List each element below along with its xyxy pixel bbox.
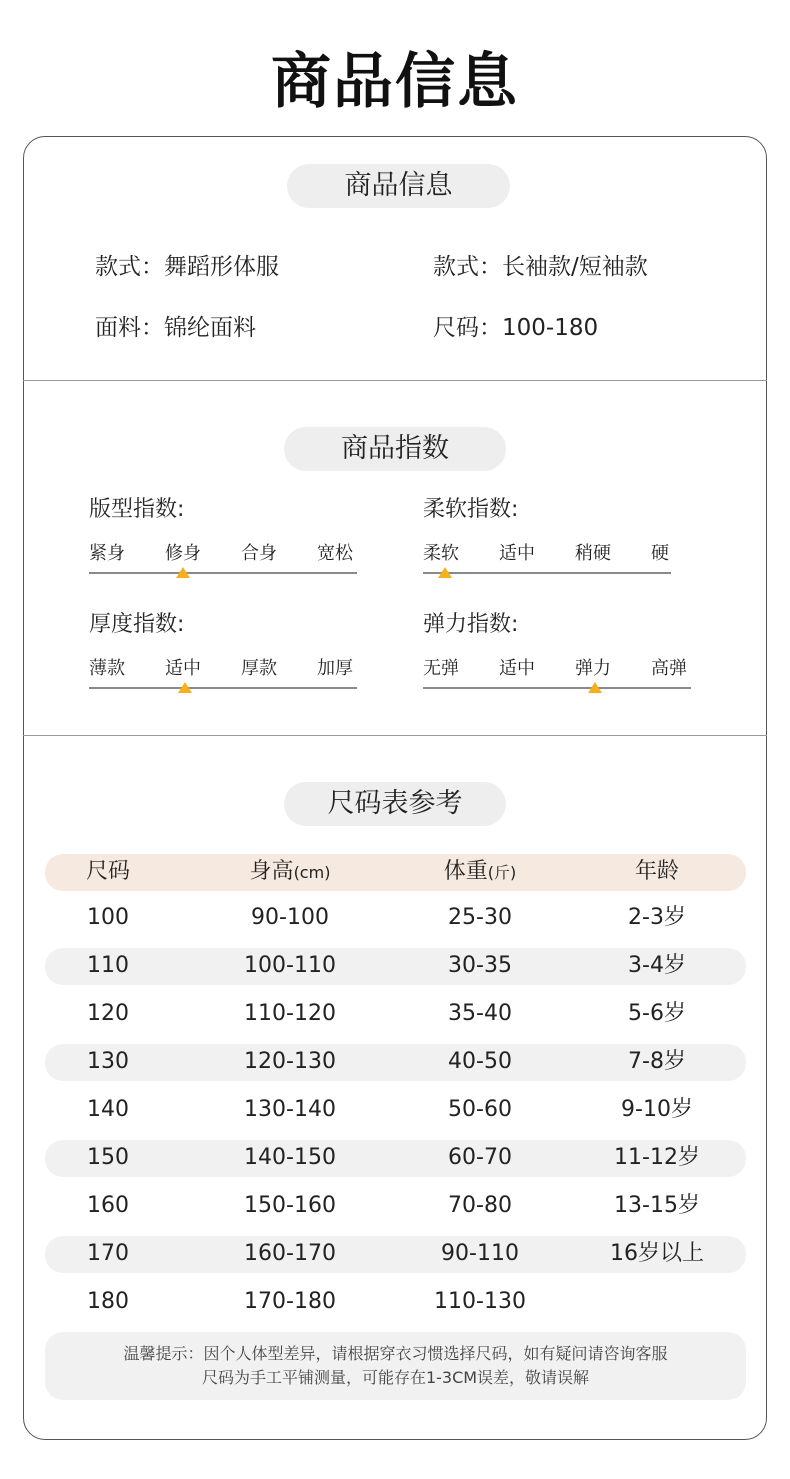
size-header-size: 尺码 — [85, 859, 130, 884]
section-divider — [23, 380, 767, 381]
size-header-age: 年龄 — [634, 859, 679, 884]
fit-option: 紧身 — [89, 543, 125, 564]
info-item-value: 锦纶面料 — [164, 315, 256, 341]
softness-option: 硬 — [651, 543, 669, 564]
softness-option: 适中 — [499, 543, 535, 564]
info-item-value: 长袖款/短袖款 — [502, 254, 648, 280]
fit-index-line — [89, 572, 357, 574]
info-item-size — [433, 313, 598, 343]
table-cell: 160-170 — [244, 1241, 336, 1266]
info-item-style — [95, 252, 279, 282]
table-cell: 160 — [87, 1193, 129, 1218]
thickness-index-title: 厚度指数: — [89, 612, 185, 637]
table-cell: 5-6岁 — [628, 1001, 686, 1026]
info-item-fabric — [95, 313, 256, 343]
table-cell: 120-130 — [244, 1049, 336, 1074]
info-item-label: 款式： — [433, 254, 502, 280]
thickness-option: 适中 — [165, 658, 201, 679]
table-cell: 40-50 — [448, 1049, 512, 1074]
size-note — [45, 1332, 746, 1400]
elasticity-option: 弹力 — [575, 658, 611, 679]
table-cell: 50-60 — [448, 1097, 512, 1122]
elasticity-index-line — [423, 687, 691, 689]
table-cell: 13-15岁 — [614, 1193, 700, 1218]
fit-selected-marker — [176, 567, 190, 578]
table-cell: 90-110 — [441, 1241, 519, 1266]
size-header-weight: 体重(斤) — [443, 859, 517, 884]
table-cell: 3-4岁 — [628, 953, 686, 978]
info-item-sleeve — [433, 252, 648, 282]
table-cell: 110-120 — [244, 1001, 336, 1026]
elasticity-option: 高弹 — [651, 658, 687, 679]
table-cell: 35-40 — [448, 1001, 512, 1026]
thickness-selected-marker — [178, 682, 192, 693]
table-cell: 30-35 — [448, 953, 512, 978]
table-cell: 150 — [87, 1145, 129, 1170]
table-cell: 7-8岁 — [628, 1049, 686, 1074]
table-cell: 140 — [87, 1097, 129, 1122]
softness-selected-marker — [438, 567, 452, 578]
elasticity-option: 适中 — [499, 658, 535, 679]
softness-index-line — [423, 572, 671, 574]
info-item-label: 尺码： — [433, 315, 502, 341]
table-cell: 70-80 — [448, 1193, 512, 1218]
table-cell: 150-160 — [244, 1193, 336, 1218]
table-cell: 11-12岁 — [614, 1145, 700, 1170]
table-cell: 120 — [87, 1001, 129, 1026]
softness-option: 柔软 — [423, 543, 459, 564]
thickness-option: 薄款 — [89, 658, 125, 679]
size-section-pill: 尺码表参考 — [284, 782, 506, 826]
table-cell: 16岁以上 — [610, 1241, 704, 1266]
table-cell: 140-150 — [244, 1145, 336, 1170]
info-item-label: 款式： — [95, 254, 164, 280]
table-cell: 170 — [87, 1241, 129, 1266]
table-cell: 110 — [87, 953, 129, 978]
info-section-pill: 商品信息 — [287, 164, 510, 208]
table-cell: 90-100 — [251, 905, 329, 930]
size-header-height: 身高(cm) — [249, 859, 331, 884]
table-cell: 100 — [87, 905, 129, 930]
table-cell: 100-110 — [244, 953, 336, 978]
softness-option: 稍硬 — [575, 543, 611, 564]
table-cell: 110-130 — [434, 1289, 526, 1314]
size-note-line: 尺码为手工平铺测量，可能存在1-3CM误差，敬请误解 — [201, 1368, 590, 1387]
elasticity-option: 无弹 — [423, 658, 459, 679]
fit-index-title: 版型指数: — [89, 497, 185, 522]
softness-index-title: 柔软指数: — [423, 497, 519, 522]
index-section-pill: 商品指数 — [284, 427, 506, 471]
fit-option: 合身 — [241, 543, 277, 564]
elasticity-selected-marker — [588, 682, 602, 693]
table-cell: 60-70 — [448, 1145, 512, 1170]
table-cell: 9-10岁 — [621, 1097, 693, 1122]
table-cell: 170-180 — [244, 1289, 336, 1314]
table-cell: 130-140 — [244, 1097, 336, 1122]
fit-option: 宽松 — [317, 543, 353, 564]
section-divider — [23, 735, 767, 736]
fit-option: 修身 — [165, 543, 201, 564]
thickness-option: 厚款 — [241, 658, 277, 679]
info-item-value: 舞蹈形体服 — [164, 254, 279, 280]
info-item-label: 面料： — [95, 315, 164, 341]
thickness-option: 加厚 — [317, 658, 353, 679]
thickness-index-line — [89, 687, 357, 689]
table-cell: 2-3岁 — [628, 905, 686, 930]
page-title: 商品信息 — [271, 47, 519, 117]
table-cell: 25-30 — [448, 905, 512, 930]
table-cell: 180 — [87, 1289, 129, 1314]
info-item-value: 100-180 — [502, 315, 599, 341]
size-note-line: 温馨提示：因个人体型差异，请根据穿衣习惯选择尺码，如有疑问请咨询客服 — [123, 1344, 668, 1363]
table-cell: 130 — [87, 1049, 129, 1074]
elasticity-index-title: 弹力指数: — [423, 612, 519, 637]
